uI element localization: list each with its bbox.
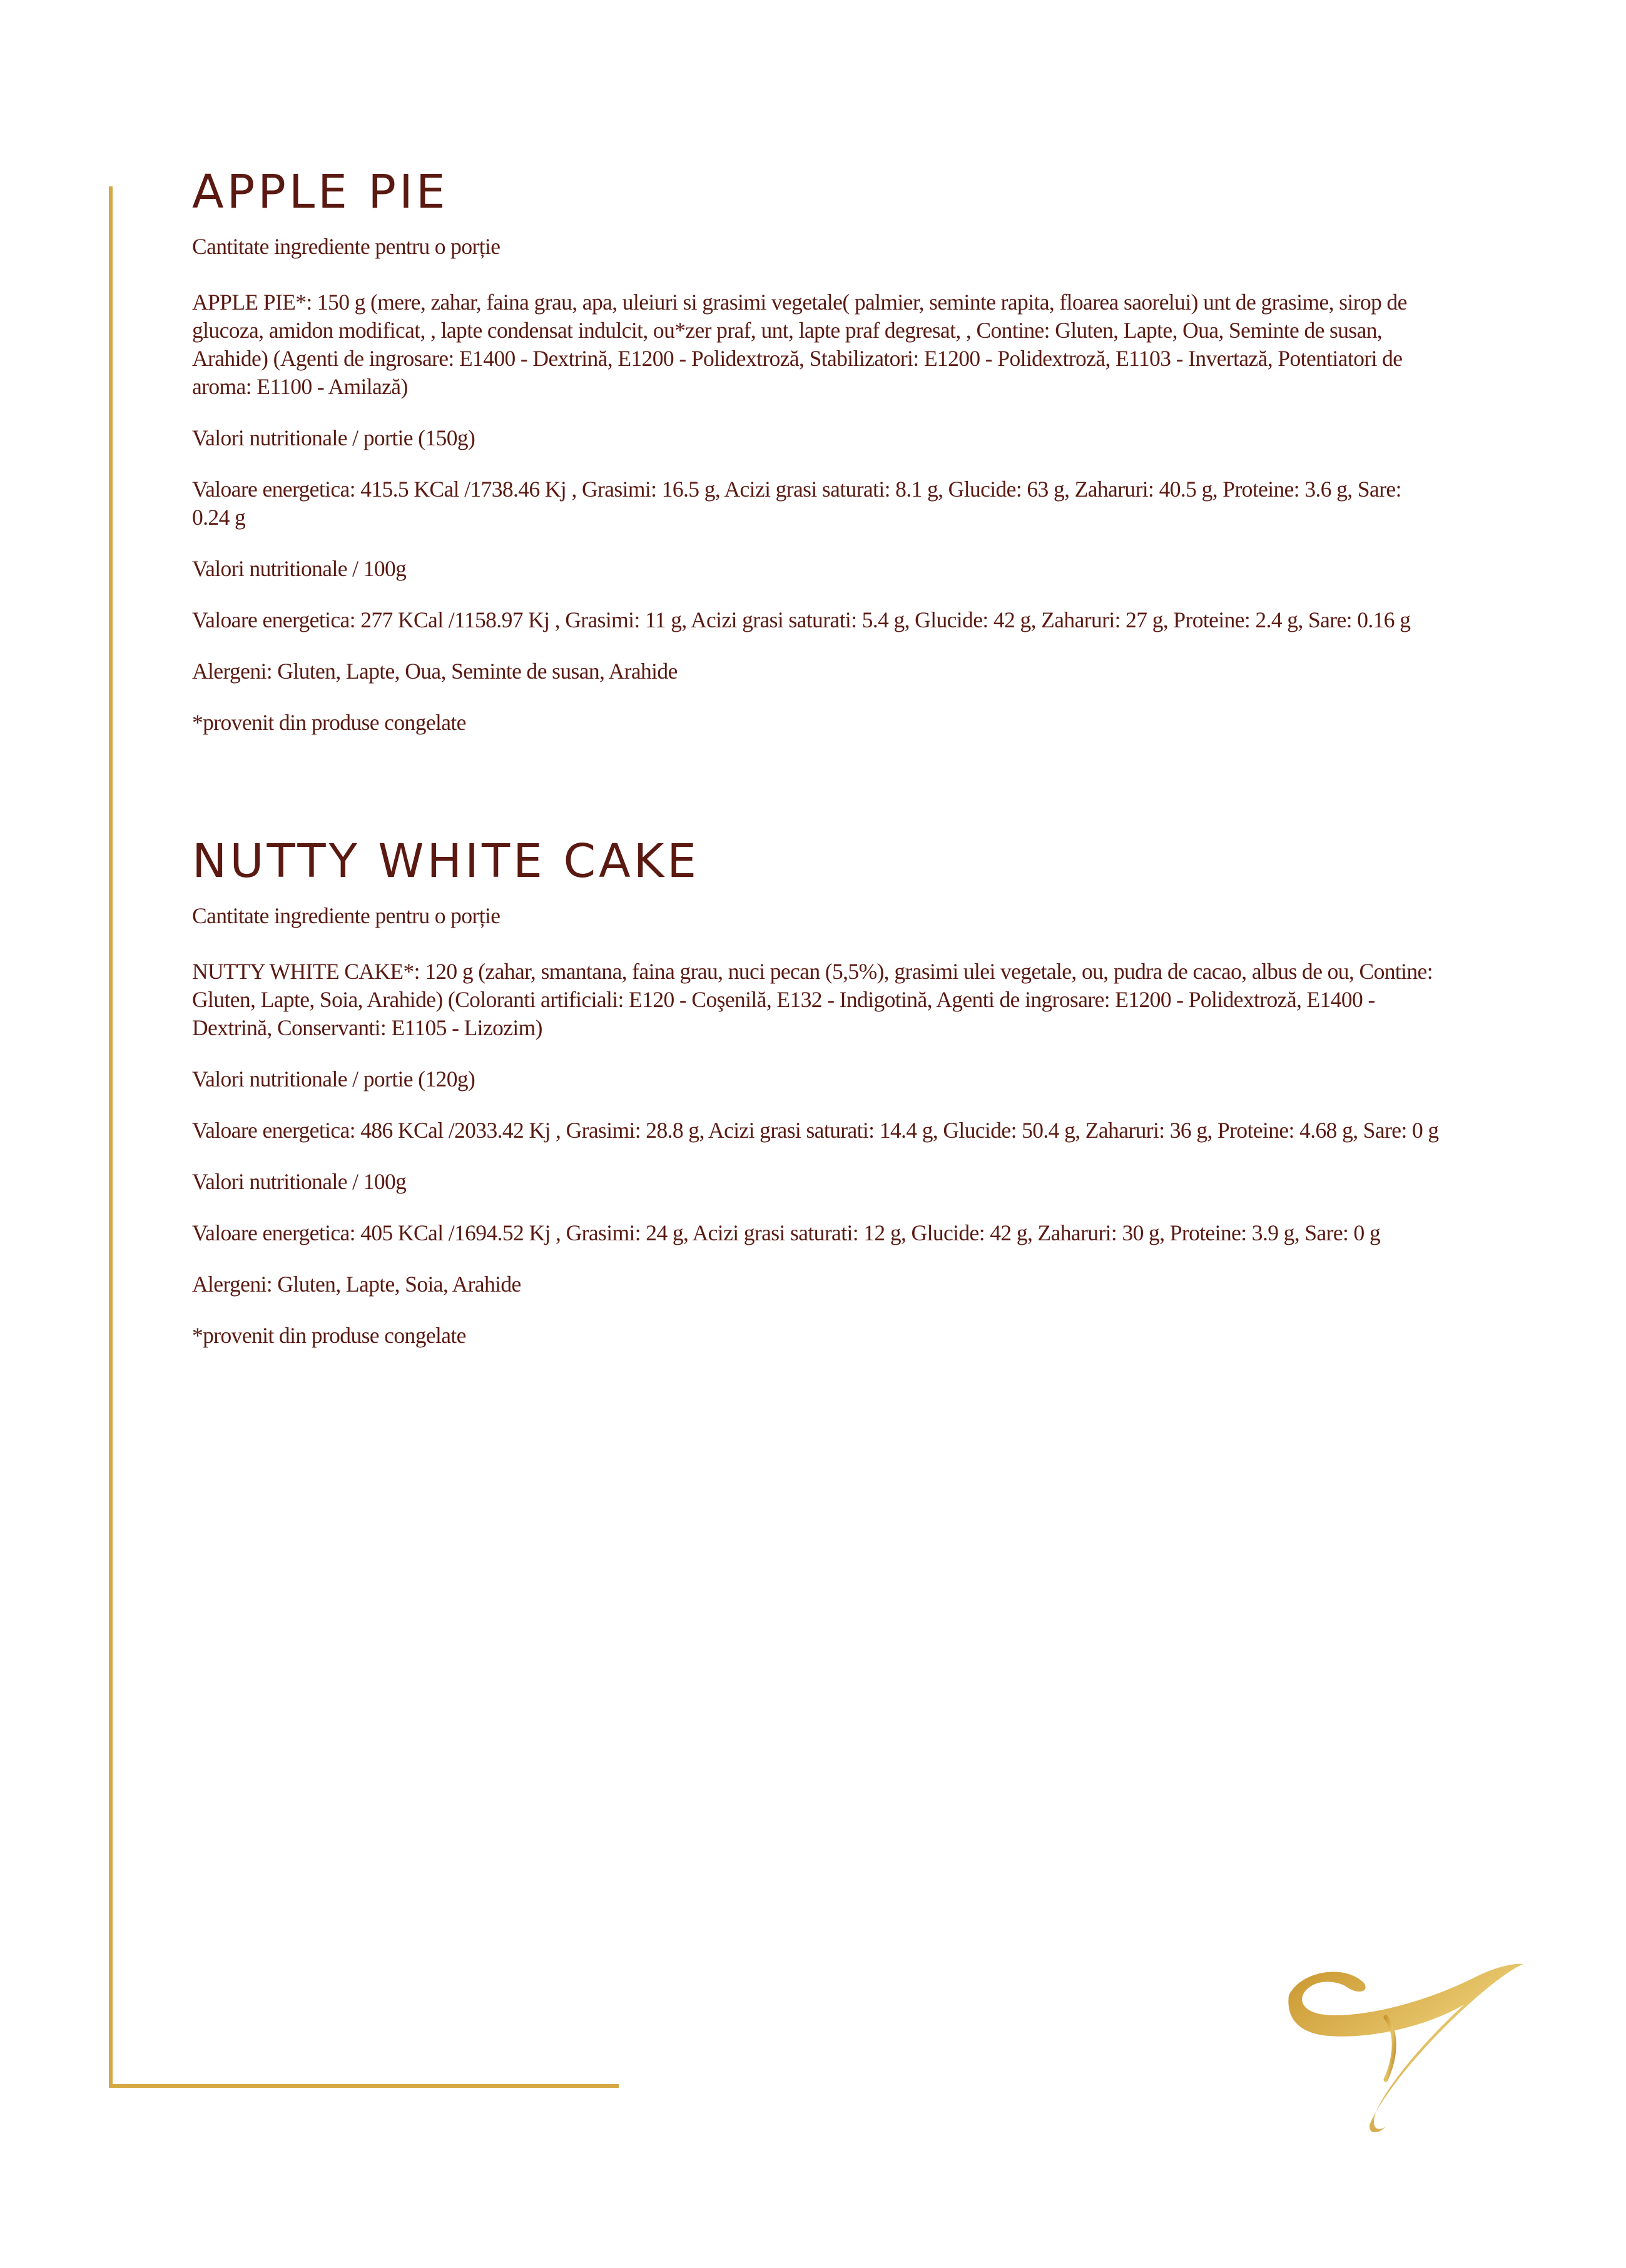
allergens-text: Alergeni: Gluten, Lapte, Oua, Seminte de susan, Arahide (192, 659, 678, 684)
product-section-nutty-white-cake (192, 834, 1443, 1373)
portion-subtitle: Cantitate ingrediente pentru o porție (192, 903, 501, 928)
per100-nutrition-heading: Valori nutritionale / 100g (192, 1169, 407, 1194)
gold-frame-vertical-line (109, 186, 113, 2088)
portion-nutrition-heading: Valori nutritionale / portie (120g) (192, 1066, 475, 1091)
portion-subtitle: Cantitate ingrediente pentru o porție (192, 234, 501, 259)
per100-nutrition-values: Valoare energetica: 277 KCal /1158.97 Kj , Grasimi: 11 g, Acizi grasi saturati: 5.4 g, Glucide: 42 g, Zaharuri: 27 g, Proteine: 2.4 g, Sare: 0.16 g (192, 607, 1411, 632)
portion-nutrition-values: Valoare energetica: 415.5 KCal /1738.46 Kj , Grasimi: 16.5 g, Acizi grasi saturati: 8.1 g, Glucide: 63 g, Zaharuri: 40.5 g, Proteine: 3.6 g, Sare: 0.24 g (192, 477, 1401, 530)
product-title: APPLE PIE (192, 165, 449, 219)
ingredients-text: APPLE PIE*: 150 g (mere, zahar, faina grau, apa, uleiuri si grasimi vegetale( palmier, seminte rapita, floarea saorelui) unt de grasime, sirop de glucoza, amidon modificat, , lapte condensat indulcit, ou*zer praf, unt, lapte praf degresat, , Contine: Gluten, Lapte, Oua, Seminte de susan, Arahide) (Agenti de ingrosare: E1400 - Dextrină, E1200 - Polidextroză, Stabilizatori: E1200 - Polidextroză, E1103 - Invertază, Potentiatori de aroma: E1100 - Amilază) (192, 290, 1407, 399)
per100-nutrition-heading: Valori nutritionale / 100g (192, 556, 407, 581)
frozen-note: *provenit din produse congelate (192, 710, 466, 735)
gold-script-flourish-icon (1276, 1958, 1533, 2139)
portion-nutrition-values: Valoare energetica: 486 KCal /2033.42 Kj , Grasimi: 28.8 g, Acizi grasi saturati: 14.4 g, Glucide: 50.4 g, Zaharuri: 36 g, Proteine: 4.68 g, Sare: 0 g (192, 1118, 1439, 1143)
portion-nutrition-heading: Valori nutritionale / portie (150g) (192, 425, 475, 450)
frozen-note: *provenit din produse congelate (192, 1323, 466, 1348)
allergens-text: Alergeni: Gluten, Lapte, Soia, Arahide (192, 1272, 521, 1297)
product-title: NUTTY WHITE CAKE (192, 834, 700, 888)
ingredients-text: NUTTY WHITE CAKE*: 120 g (zahar, smantana, faina grau, nuci pecan (5,5%), grasimi ulei vegetale, ou, pudra de cacao, albus de ou, Contine: Gluten, Lapte, Soia, Arahide) (Coloranti artificiali: E120 - Coşenilă, E132 - Indigotină, Agenti de ingrosare: E1200 - Polidextroză, E1400 - Dextrină, Conservanti: E1105 - Lizozim) (192, 959, 1433, 1040)
per100-nutrition-values: Valoare energetica: 405 KCal /1694.52 Kj , Grasimi: 24 g, Acizi grasi saturati: 12 g, Glucide: 42 g, Zaharuri: 30 g, Proteine: 3.9 g, Sare: 0 g (192, 1220, 1381, 1245)
gold-frame-horizontal-line (109, 2084, 619, 2088)
product-section-apple-pie (192, 165, 1443, 760)
